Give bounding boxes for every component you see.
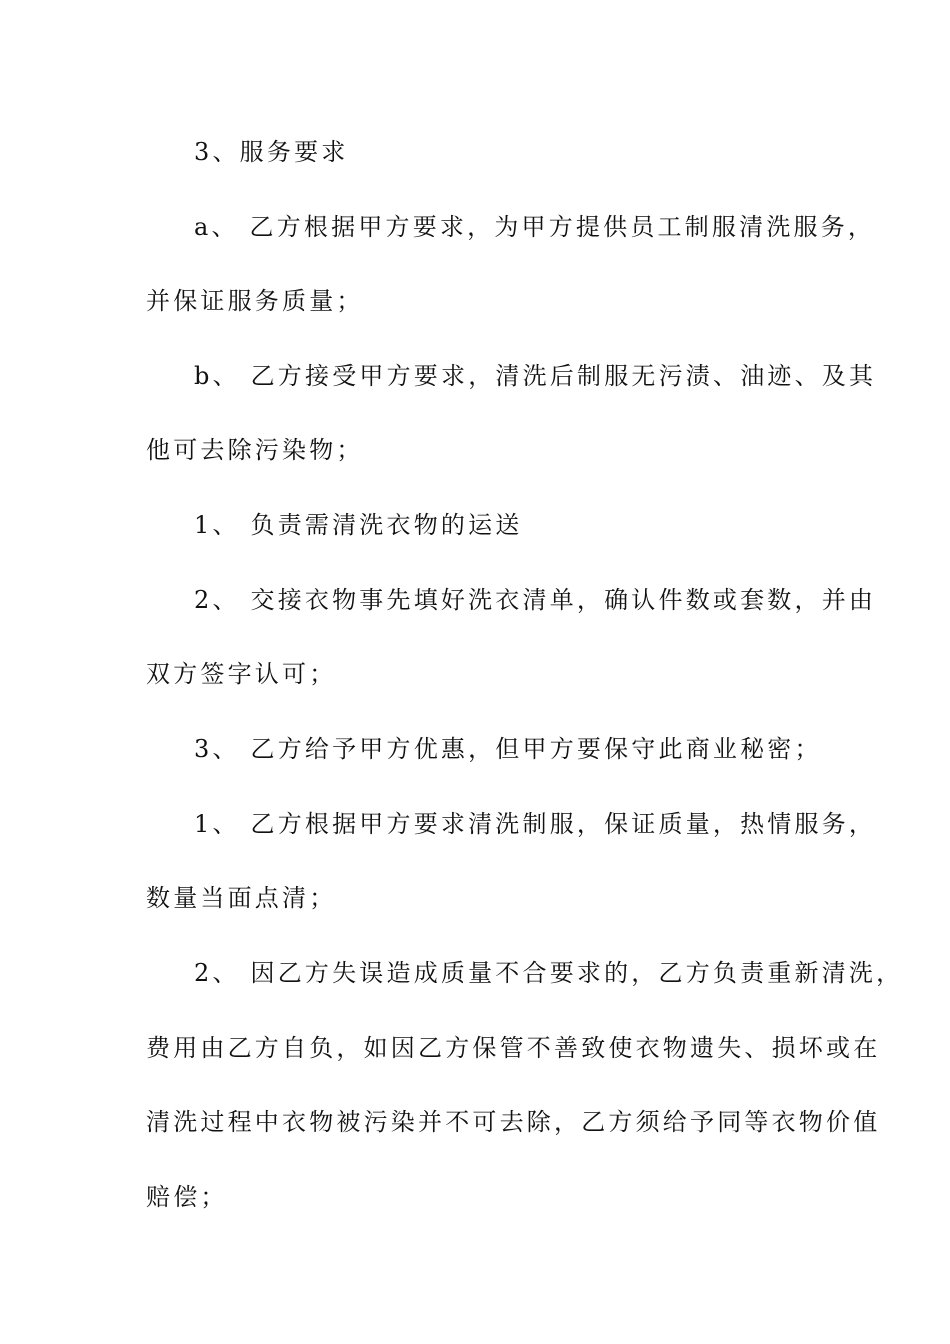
paragraph-line: 他可去除污染物；	[146, 436, 364, 464]
paragraph-line: a、 乙方根据甲方要求，为甲方提供员工制服清洗服务，	[194, 213, 876, 241]
paragraph-line: 双方签字认可；	[146, 660, 337, 688]
paragraph-line: 2、 交接衣物事先填好洗衣清单，确认件数或套数，并由	[194, 586, 877, 614]
paragraph-line: 并保证服务质量；	[146, 287, 364, 315]
paragraph-line: 1、 负责需清洗衣物的运送	[194, 511, 523, 539]
paragraph-line: b、 乙方接受甲方要求，清洗后制服无污渍、油迹、及其	[194, 362, 877, 390]
paragraph-line: 3、 乙方给予甲方优惠，但甲方要保守此商业秘密；	[194, 735, 822, 763]
paragraph-line: 2、 因乙方失误造成质量不合要求的，乙方负责重新清洗，	[194, 959, 904, 987]
paragraph-line: 清洗过程中衣物被污染并不可去除，乙方须给予同等衣物价值	[146, 1108, 881, 1136]
section-heading: 3、服务要求	[194, 138, 349, 166]
paragraph-line: 1、 乙方根据甲方要求清洗制服，保证质量，热情服务，	[194, 810, 877, 838]
paragraph-line: 数量当面点清；	[146, 884, 337, 912]
paragraph-line: 赔偿；	[146, 1183, 228, 1211]
paragraph-line: 费用由乙方自负，如因乙方保管不善致使衣物遗失、损坏或在	[146, 1034, 881, 1062]
